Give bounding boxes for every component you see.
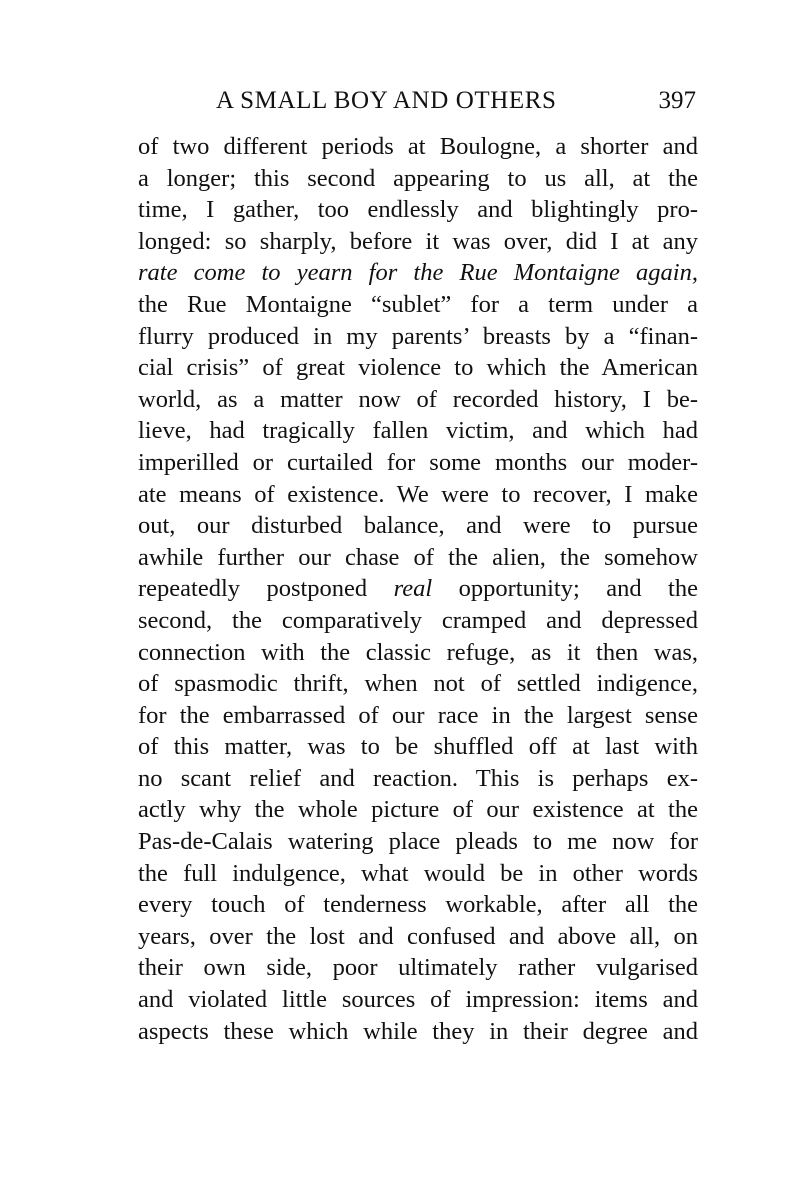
text-line: rate come to yearn for the Rue Montaigne again, <box>138 259 698 287</box>
page-header <box>138 84 698 118</box>
text-line: of two different periods at Boulogne, a shorter and <box>138 133 698 160</box>
text-line: a longer; this second appearing to us all, at the <box>138 164 698 192</box>
text-line: imperilled or curtailed for some months our moder- <box>138 448 698 476</box>
text-line: of this matter, was to be shuffled off at last with <box>138 733 698 761</box>
text-line: no scant relief and reaction. This is perhaps ex- <box>138 764 698 792</box>
text-line: second, the comparatively cramped and depressed <box>138 606 698 634</box>
text-line: longed: so sharply, before it was over, did I at any <box>138 227 698 255</box>
text-line <box>138 573 698 605</box>
emphasis-real: real <box>393 575 433 603</box>
text-line: ate means of existence. We were to recover, I make <box>138 480 698 508</box>
text-line: awhile further our chase of the alien, the somehow <box>138 543 698 571</box>
page-number: 397 <box>658 87 696 114</box>
text-line: the full indulgence, what would be in other words <box>138 859 698 887</box>
text-line: lieve, had tragically fallen victim, and which had <box>138 417 698 445</box>
text-line: and violated little sources of impression: items and <box>138 986 698 1014</box>
text-line: Pas-de-Calais watering place pleads to me now for <box>138 828 698 856</box>
text-line: every touch of tenderness workable, after all the <box>138 891 698 919</box>
text-line: cial crisis” of great violence to which the American <box>138 354 698 382</box>
text-line: connection with the classic refuge, as it then was, <box>138 638 698 666</box>
text-line: actly why the whole picture of our existence at the <box>138 796 698 824</box>
text-line: for the embarrassed of our race in the largest sense <box>138 701 698 729</box>
text-line: of spasmodic thrift, when not of settled indigence, <box>138 670 698 698</box>
text-line: their own side, poor ultimately rather vulgarised <box>138 954 698 982</box>
text-segment: repeatedly postponed <box>138 575 394 603</box>
text-segment: opportunity; and the <box>432 575 698 603</box>
running-title: A SMALL BOY AND OTHERS <box>216 87 557 114</box>
text-line: world, as a matter now of recorded history, I be- <box>138 385 698 413</box>
text-line: out, our disturbed balance, and were to pursue <box>138 512 698 540</box>
text-line: the Rue Montaigne “sublet” for a term under a <box>138 290 698 318</box>
body-text <box>138 131 698 1047</box>
text-line: aspects these which while they in their degree and <box>138 1017 698 1045</box>
text-line: flurry produced in my parents’ breasts by a “finan- <box>138 322 698 350</box>
text-line: years, over the lost and confused and above all, on <box>138 922 698 950</box>
text-line: time, I gather, too endlessly and blightingly pro- <box>138 196 698 224</box>
